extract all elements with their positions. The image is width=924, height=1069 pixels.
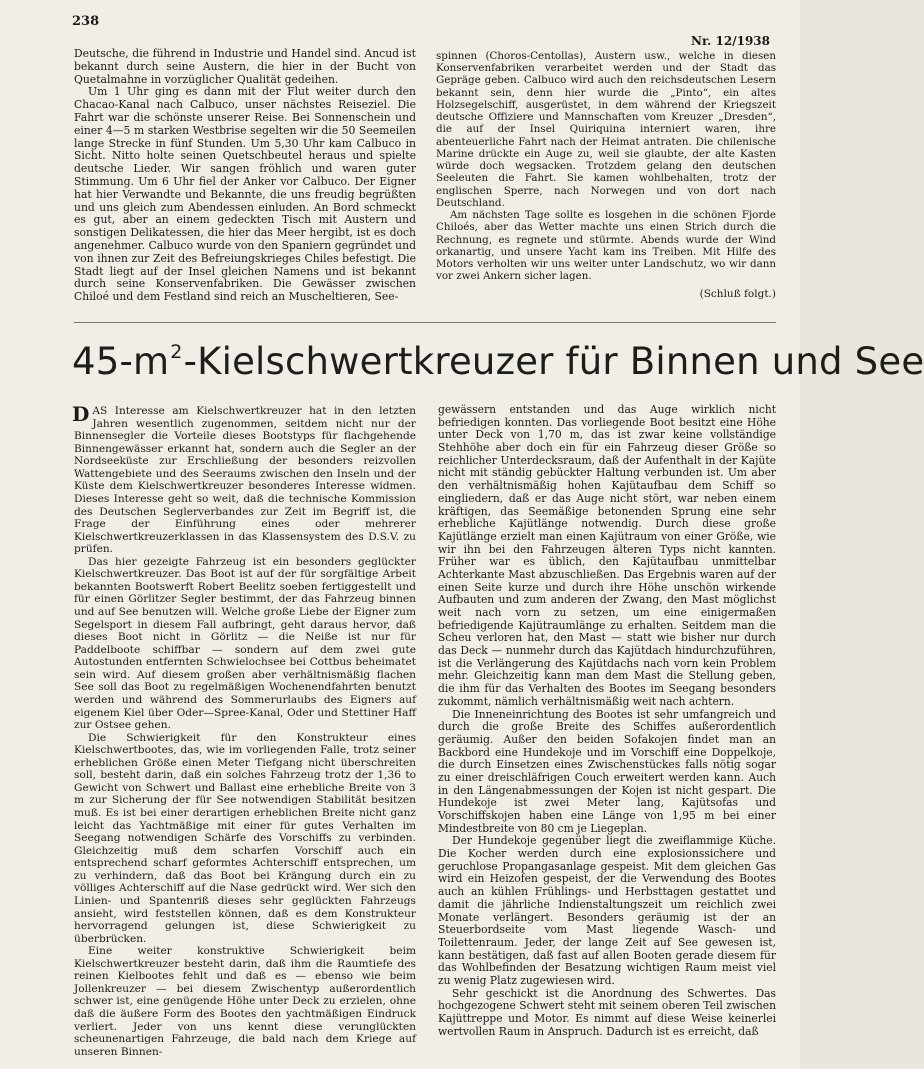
headline-rest: -Kielschwertkreuzer für Binnen und See [183, 340, 924, 383]
paragraph: Der Hundekoje gegenüber liegt die zweiflammige Küche. Die Kocher werden durch eine explosionssichere und geruchlose Propangasanlage gespeist. Mit dem gleichen Gas wird ein Heizofen gespeist, der die Verwendung des Bootes auch an kühlen Frühlings- und Herbsttagen gestattet und damit die jährliche Indienstaltungszeit um reichlich zwei Monate verlängert. Besonders geräumig ist der an Steuerbordseite vom Mast liegende Wasch- und Toilettenraum. Jeder, der lange Zeit auf See gewesen ist, kann bestätigen, daß fast auf allen Booten gerade diesem für das Wohlbefinden der Besatzung wichtigen Raum meist viel zu wenig Platz zugewiesen wird. [438, 834, 776, 987]
section-divider [74, 322, 776, 323]
paragraph: Um 1 Uhr ging es dann mit der Flut weiter durch den Chacao-Kanal nach Calbuco, unser nächstes Reiseziel. Die Fahrt war die schönste unserer Reise. Bei Sonnenschein und einer 4—5 m starken Westbrise segelten wir die 50 Seemeilen lange Strecke in fünf Stunden. Um 5,30 Uhr kam Calbuco in Sicht. Nitto holte seinen Quetschbeutel heraus und spielte deutsche Lieder. Wir sangen fröhlich und waren guter Stimmung. Um 6 Uhr fiel der Anker vor Calbuco. Der Eigner hat hier Verwandte und Bekannte, die uns freudig begrüßten und uns gleich zum Abendessen einluden. An Bord schmeckt es gut, aber an einem gedeckten Tisch mit Austern und sonstigen Delikatessen, die hier das Meer hergibt, ist es doch angenehmer. Calbuco wurde von den Spaniern gegründet und von ihnen zur Zeit des Befreiungskrieges Chiles befestigt. Die Stadt liegt auf der Insel gleichen Namens und ist bekannt durch seine Konservenfabriken. Die Gewässer zwischen Chiloé und dem Festland sind reich an Muscheltieren, See- [74, 85, 416, 304]
lead-paragraph [72, 402, 416, 556]
headline-superscript: 2 [170, 341, 183, 363]
lead-paragraph-text: AS Interesse am Kielschwertkreuzer hat in den letzten Jahren wesentlich zugenommen, seitdem nicht nur der Binnensegler die Vorteile dieses Bootstyps für flachgehende Binnengewässer erkannt hat, sondern auch die Segler an der Nordseeküste zur Erschließung der besonders reizvollen Wattengebiete und des Seeraums zwischen den Inseln und der Küste dem Kielschwertkreuzer besonderes Interesse widmen. Dieses Interesse geht so weit, daß die technische Kommission des Deutschen Seglerverbandes zur Zeit im Begriff ist, die Frage der Einführung eines oder mehrerer Kielschwertkreuzerklassen in das Klassensystem des D.S.V. zu prüfen. [74, 405, 416, 556]
article-headline [72, 340, 924, 383]
paragraph: Das hier gezeigte Fahrzeug ist ein besonders geglückter Kielschwertkreuzer. Das Boot ist auf der für sorgfältige Arbeit bekannten Bootswerft Robert Beelitz soeben fertiggestellt und für einen Görlitzer Segler bestimmt, der das Fahrzeug binnen und auf See benutzen will. Welche große Liebe der Eigner zum Segelsport in diesem Fall aufbringt, geht daraus hervor, daß dieses Boot nicht in Görlitz — die Neiße ist nur für Paddelboote schiffbar — sondern auf dem zwei gute Autostunden entfernten Schwielochsee bei Cottbus beheimatet sein wird. Auf diesem großen aber verhältnismäßig flachen See soll das Boot zu regelmäßigen Wochenendfahrten benutzt werden und während des Sommerurlaubs des Eigners auf eigenem Kiel über Oder—Spree-Kanal, Oder und Stettiner Haff zur Ostsee gehen. [74, 555, 416, 732]
paragraph: gewässern entstanden und das Auge wirklich nicht befriedigen konnten. Das vorliegende Boot besitzt eine Höhe unter Deck von 1,70 m, das ist zwar keine vollständige Stehhöhe aber doch ein für ein Fahrzeug dieser Größe so reichlicher Unterdecksraum, daß der Aufenthalt in der Kajüte nicht mit ständig gebückter Haltung verbunden ist. Um aber den verhältnismäßig hohen Kajütaufbau dem Schiff so eingliedern, daß er das Auge nicht stört, war neben einem kräftigen, das Seemäßige betonenden Sprung eine sehr erhebliche Kajütlänge notwendig. Durch diese große Kajütlänge erzielt man einen Kajütraum von einer Größe, wie wir ihn bei den Fahrzeugen älteren Typs nicht kannten. Früher war es üblich, den Kajütaufbau unmittelbar Achterkante Mast abzuschließen. Das Ergebnis waren auf der einen Seite kurze und durch ihre Höhe unschön wirkende Aufbauten und zum anderen der Zwang, den Mast möglichst weit nach vorn zu setzen, um eine einigermaßen befriedigende Kajütraumlänge zu erhalten. Seitdem man die Scheu verloren hat, den Mast — statt wie bisher nur durch das Deck — nunmehr durch das Kajütdach hindurchzuführen, ist die Verlängerung des Kajütdachs nach vorn kein Problem mehr. Gleichzeitig kann man dem Mast die Stellung geben, die ihm für das Verhalten des Bootes im Seegang besonders zukommt, nämlich verhältnismäßig weit nach achtern. [438, 403, 776, 708]
paragraph: Am nächsten Tage sollte es losgehen in die schönen Fjorde Chiloés, aber das Wetter machte uns einen Strich durch die Rechnung, es regnete und stürmte. Abends wurde der Wind orkanartig, und unsere Yacht kam ins Treiben. Mit Hilfe des Motors verholten wir uns weiter unter Landschutz, wo wir dann vor zwei Ankern sicher lagen. [436, 209, 776, 283]
continued-article-left-column [74, 48, 416, 306]
paragraph: Sehr geschickt ist die Anordnung des Schwertes. Das hochgezogene Schwert steht mit seinem oberen Teil zwischen Kajüttreppe und Motor. Es nimmt auf diese Weise keinerlei wertvollen Raum in Anspruch. Dadurch ist es erreicht, daß [438, 986, 776, 1038]
paragraph: Die Schwierigkeit für den Konstrukteur eines Kielschwertbootes, das, wie im vorliegenden Falle, trotz seiner erheblichen Größe einen Meter Tiefgang nicht überschreiten soll, besteht darin, daß ein solches Fahrzeug trotz der 1,36 to Gewicht von Schwert und Ballast eine erhebliche Breite von 3 m zur Sicherung der für See notwendigen Stabilität besitzen muß. Es ist bei einer derartigen erheblichen Breite nicht ganz leicht das Yachtmäßige mit einer für gutes Verhalten im Seegang notwendigen Schärfe des Vorschiffs zu verbinden. Gleichzeitig muß dem scharfen Vorschiff auch ein entsprechend scharf geformtes Achterschiff entsprechen, um zu verhindern, daß das Boot bei Krängung durch ein zu völliges Achterschiff auf die Nase gedrückt wird. Wer sich den Linien- und Spantenriß dieses sehr geglückten Fahrzeugs ansieht, wird feststellen können, daß es dem Konstrukteur hervorragend gelungen ist, diese Schwierigkeit zu überbrücken. [74, 731, 416, 945]
to-be-continued-note: (Schluß folgt.) [699, 288, 776, 301]
paragraph: spinnen (Choros-Centollas), Austern usw., welche in diesen Konservenfabriken verarbeitet werden und der Stadt das Gepräge geben. Calbuco wird auch den reichsdeutschen Lesern bekannt sein, denn hier wurde die „Pinto“, ein altes Holzsegelschiff, ausgerüstet, in dem während der Kriegszeit deutsche Offiziere und Mannschaften vom Kreuzer „Dresden“, die auf der Insel Quiriquina interniert waren, ihre abenteuerliche Fahrt nach der Heimat antraten. Die chilenische Marine drückte ein Auge zu, weil sie glaubte, der alte Kasten würde doch wegsacken. Trotzdem gelang den deutschen Seeleuten die Fahrt. Sie kamen wohlbehalten, trotz der englischen Sperre, nach Norwegen und von dort nach Deutschland. [436, 50, 776, 209]
paragraph: Die Inneneinrichtung des Bootes ist sehr umfangreich und durch die große Breite des Schiffes außerordentlich geräumig. Außer den beiden Sofakojen findet man an Backbord eine Hundekoje und im Vorschiff eine Doppelkoje, die durch Einsetzen eines Zwischenstückes falls nötig sogar zu einer dreischläfrigen Couch erweitert werden kann. Auch in den Längenabmessungen der Kojen ist nicht gespart. Die Hundekoje ist zwei Meter lang, Kajütsofas und Vorschiffskojen haben eine Länge von 1,95 m bei einer Mindestbreite von 80 cm je Liegeplan. [438, 707, 776, 835]
article-left-column [72, 402, 416, 1060]
paragraph: Deutsche, die führend in Industrie und Handel sind. Ancud ist bekannt durch seine Austern, die hier in der Bucht von Quetalmahne in vorzüglicher Qualität gedeihen. [74, 47, 416, 86]
paragraph: Eine weiter konstruktive Schwierigkeit beim Kielschwertkreuzer besteht darin, daß ihm die Raumtiefe des reinen Kielbootes fehlt und daß es — ebenso wie beim Jollenkreuzer — bei diesem Zwischentyp außerordentlich schwer ist, eine genügende Höhe unter Deck zu erzielen, ohne daß die äußere Form des Bootes den yachtmäßigen Eindruck verliert. Jeder von uns kennt diese verunglückten scheunenartigen Fahrzeuge, die bald nach dem Kriege auf unseren Binnen- [74, 945, 416, 1058]
article-right-column [438, 404, 776, 1060]
headline-prefix: 45-m [72, 340, 170, 383]
continued-article-right-column [436, 50, 776, 300]
page-number: 238 [72, 14, 100, 29]
drop-cap: D [72, 402, 90, 426]
issue-number: Nr. 12/1938 [690, 34, 770, 48]
